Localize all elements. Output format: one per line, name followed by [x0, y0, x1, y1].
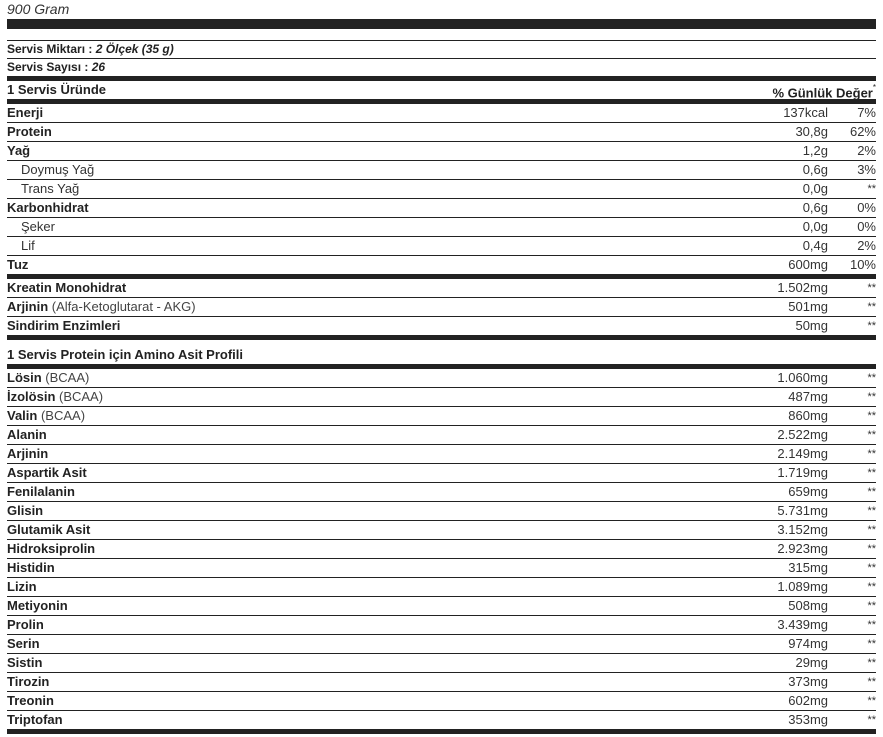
- row-daily-value: **: [867, 429, 876, 441]
- row-label: Glutamik Asit: [7, 522, 91, 537]
- row-label: Tirozin: [7, 674, 50, 689]
- row-name: [7, 104, 628, 122]
- row-daily-value: **: [867, 183, 876, 195]
- row-amount: 30,8g: [795, 124, 828, 139]
- serving-size-value: 2 Ölçek (35 g): [95, 42, 174, 56]
- row-label: Karbonhidrat: [7, 200, 89, 215]
- row-label: Triptofan: [7, 712, 63, 727]
- row-daily-value: **: [867, 600, 876, 612]
- row-daily-value: 7%: [857, 105, 876, 120]
- row-amount: 5.731mg: [777, 503, 828, 518]
- table-row: [7, 123, 876, 142]
- row-name: [7, 559, 628, 577]
- row-daily-value: **: [867, 714, 876, 726]
- table-row: [7, 445, 876, 464]
- table-row: [7, 597, 876, 616]
- table-row: [7, 616, 876, 635]
- row-name: [7, 578, 628, 596]
- row-label: Serin: [7, 636, 40, 651]
- row-daily-value: 2%: [857, 238, 876, 253]
- row-amount: 487mg: [788, 389, 828, 404]
- row-name: [7, 654, 628, 672]
- table-row: [7, 407, 876, 426]
- row-name: [7, 123, 628, 141]
- row-daily-value: **: [867, 543, 876, 555]
- table-row: [7, 426, 876, 445]
- row-amount: 1.089mg: [777, 579, 828, 594]
- row-label: Lizin: [7, 579, 37, 594]
- row-amount: 0,6g: [802, 200, 828, 215]
- row-name: [7, 673, 628, 691]
- row-label: Lösin: [7, 370, 42, 385]
- row-daily-value: **: [867, 391, 876, 403]
- row-amount: 1.060mg: [777, 370, 828, 385]
- row-name: [7, 464, 628, 482]
- row-daily-value: **: [867, 581, 876, 593]
- thick-divider: [7, 19, 876, 29]
- table-row: [7, 237, 876, 256]
- row-amount: 0,0g: [802, 219, 828, 234]
- row-note: (BCAA): [41, 370, 90, 385]
- table-row: [7, 199, 876, 218]
- row-name: [7, 502, 628, 520]
- row-label: Metiyonin: [7, 598, 68, 613]
- row-label: Treonin: [7, 693, 54, 708]
- table-row: [7, 559, 876, 578]
- row-label: Doymuş Yağ: [21, 162, 95, 177]
- row-label: Trans Yağ: [21, 181, 80, 196]
- row-daily-value: **: [867, 657, 876, 669]
- row-name: [7, 445, 628, 463]
- row-daily-value: **: [867, 410, 876, 422]
- row-daily-value: **: [867, 486, 876, 498]
- row-amount: 373mg: [788, 674, 828, 689]
- row-name: [7, 597, 628, 615]
- row-note: (BCAA): [55, 389, 104, 404]
- row-label: Fenilalanin: [7, 484, 75, 499]
- table-row: [7, 142, 876, 161]
- table-row: [7, 464, 876, 483]
- row-amount: 0,4g: [802, 238, 828, 253]
- table-row: [7, 521, 876, 540]
- row-amount: 602mg: [788, 693, 828, 708]
- serving-count: [7, 59, 876, 76]
- row-label: Prolin: [7, 617, 44, 632]
- serving-size: [7, 41, 876, 59]
- table-row: [7, 654, 876, 673]
- row-daily-value: 10%: [849, 257, 876, 272]
- table-row: [7, 692, 876, 711]
- nutrition-facts-table: [7, 0, 876, 734]
- row-name: [7, 426, 628, 444]
- row-note: (BCAA): [37, 408, 86, 423]
- row-label: Lif: [21, 238, 35, 253]
- row-name: [7, 180, 628, 198]
- row-amount: 974mg: [788, 636, 828, 651]
- supplement-list: [7, 279, 876, 335]
- row-amount: 860mg: [788, 408, 828, 423]
- table-row: [7, 388, 876, 407]
- row-daily-value: 3%: [857, 162, 876, 177]
- row-label: Alanin: [7, 427, 47, 442]
- table-row: [7, 104, 876, 123]
- row-name: [7, 407, 628, 425]
- row-amount: 508mg: [788, 598, 828, 613]
- row-note: (Alfa-Ketoglutarat - AKG): [48, 299, 196, 314]
- serving-count-value: 26: [91, 60, 106, 74]
- row-name: [7, 711, 628, 729]
- row-name: [7, 142, 628, 160]
- row-label: Tuz: [7, 257, 29, 272]
- row-daily-value: **: [867, 467, 876, 479]
- table-row: [7, 540, 876, 559]
- row-amount: 315mg: [788, 560, 828, 575]
- row-name: [7, 256, 628, 274]
- row-daily-value: **: [867, 448, 876, 460]
- thick-divider: [7, 729, 876, 734]
- row-amount: 0,0g: [802, 181, 828, 196]
- table-row: [7, 279, 876, 298]
- row-label: Arjinin: [7, 299, 49, 314]
- row-amount: 2.149mg: [777, 446, 828, 461]
- row-name: [7, 161, 628, 179]
- row-amount: 137kcal: [783, 105, 828, 120]
- row-amount: 353mg: [788, 712, 828, 727]
- table-row: [7, 711, 876, 729]
- row-amount: 659mg: [788, 484, 828, 499]
- table-row: [7, 256, 876, 274]
- table-row: [7, 673, 876, 692]
- per-serving-label: 1 Servis Üründe: [7, 82, 106, 97]
- row-label: Yağ: [7, 143, 31, 158]
- row-name: [7, 298, 628, 316]
- row-daily-value: **: [867, 676, 876, 688]
- table-row: [7, 502, 876, 521]
- row-label: Sindirim Enzimleri: [7, 318, 121, 333]
- row-label: Valin: [7, 408, 38, 423]
- row-amount: 3.152mg: [777, 522, 828, 537]
- row-label: Enerji: [7, 105, 44, 120]
- row-label: Arjinin: [7, 446, 49, 461]
- row-label: Şeker: [21, 219, 55, 234]
- row-name: [7, 218, 628, 236]
- row-amount: 2.522mg: [777, 427, 828, 442]
- row-label: Sistin: [7, 655, 43, 670]
- row-amount: 1,2g: [802, 143, 828, 158]
- row-name: [7, 237, 628, 255]
- row-daily-value: **: [867, 282, 876, 294]
- per-serving-header: [7, 81, 876, 99]
- row-name: [7, 199, 628, 217]
- row-daily-value: 2%: [857, 143, 876, 158]
- row-label: Aspartik Asit: [7, 465, 87, 480]
- row-amount: 501mg: [788, 299, 828, 314]
- nutrient-list: [7, 104, 876, 274]
- serving-size-label: Servis Miktarı :: [7, 42, 96, 56]
- row-label: Kreatin Monohidrat: [7, 280, 127, 295]
- daily-value-header: % Günlük Değer*: [772, 83, 876, 101]
- package-size: 900 Gram: [7, 1, 70, 17]
- row-amount: 1.502mg: [777, 280, 828, 295]
- table-row: [7, 218, 876, 237]
- row-daily-value: **: [867, 301, 876, 313]
- row-daily-value: **: [867, 372, 876, 384]
- serving-count-label: Servis Sayısı :: [7, 60, 92, 74]
- row-daily-value: 0%: [857, 219, 876, 234]
- row-name: [7, 483, 628, 501]
- row-daily-value: **: [867, 524, 876, 536]
- row-name: [7, 279, 628, 297]
- row-label: İzolösin: [7, 389, 56, 404]
- row-amount: 3.439mg: [777, 617, 828, 632]
- row-amount: 1.719mg: [777, 465, 828, 480]
- amino-acid-list: [7, 369, 876, 729]
- row-daily-value: **: [867, 619, 876, 631]
- row-daily-value: **: [867, 695, 876, 707]
- row-label: Glisin: [7, 503, 44, 518]
- row-name: [7, 388, 628, 406]
- row-name: [7, 635, 628, 653]
- row-name: [7, 521, 628, 539]
- amino-section-title: 1 Servis Protein için Amino Asit Profili: [7, 347, 243, 362]
- row-amount: 600mg: [788, 257, 828, 272]
- table-row: [7, 369, 876, 388]
- row-daily-value: **: [867, 320, 876, 332]
- row-name: [7, 692, 628, 710]
- row-daily-value: **: [867, 562, 876, 574]
- row-name: [7, 369, 628, 387]
- row-amount: 0,6g: [802, 162, 828, 177]
- row-amount: 2.923mg: [777, 541, 828, 556]
- table-row: [7, 317, 876, 335]
- row-label: Histidin: [7, 560, 55, 575]
- table-row: [7, 180, 876, 199]
- row-amount: 29mg: [795, 655, 828, 670]
- divider: [7, 29, 876, 41]
- row-daily-value: **: [867, 505, 876, 517]
- row-daily-value: 62%: [849, 124, 876, 139]
- row-daily-value: **: [867, 638, 876, 650]
- table-row: [7, 483, 876, 502]
- table-row: [7, 635, 876, 654]
- table-row: [7, 161, 876, 180]
- table-row: [7, 578, 876, 597]
- row-name: [7, 540, 628, 558]
- table-row: [7, 298, 876, 317]
- row-amount: 50mg: [795, 318, 828, 333]
- row-name: [7, 616, 628, 634]
- row-daily-value: 0%: [857, 200, 876, 215]
- row-label: Hidroksiprolin: [7, 541, 96, 556]
- row-label: Protein: [7, 124, 52, 139]
- row-name: [7, 317, 628, 335]
